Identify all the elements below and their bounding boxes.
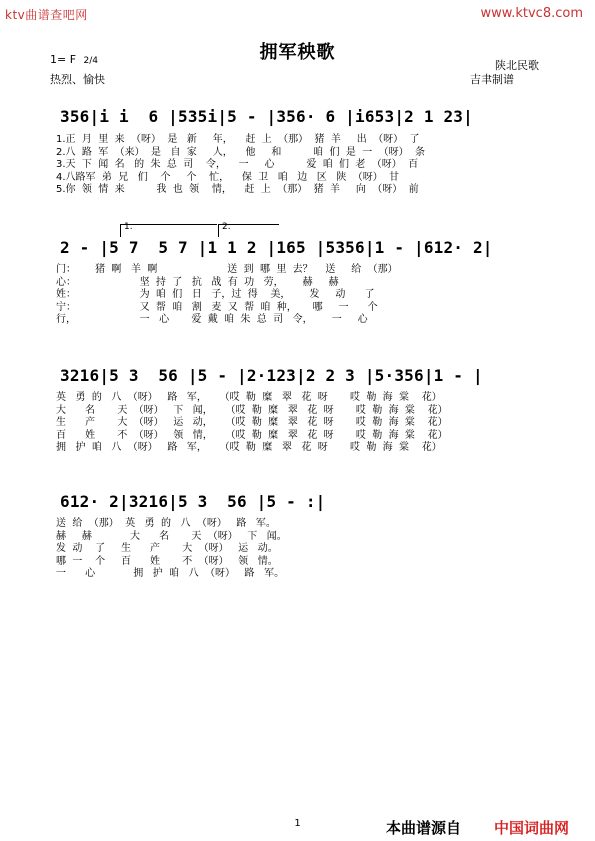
lyric-line: 发 动 了 生 产 大 （呀） 运 动。 [56, 543, 278, 554]
notes-line-4: 612· 2|3216|5 3 56 |5 - :| [60, 492, 326, 511]
watermark-left: ktv曲谱查吧网 [5, 8, 88, 22]
key-label: 1= F [50, 53, 77, 66]
volta-label-1: 1. [124, 222, 133, 232]
lyrics-block-4 [56, 518, 287, 581]
lyric-line: 百 姓 不 （呀） 领 情， （哎 勒 糜 翠 花 呀 哎 勒 海 棠 花） [56, 429, 448, 441]
lyric-line: 2.八 路 军 （来） 是 自 家 人， 他 和 咱 们 是 一 （呀） 条 [56, 146, 425, 158]
lyric-line: 门： 猪 啊 羊 啊 送 到 哪 里 去？ 送 给 （那） [56, 264, 398, 275]
volta-label-2: 2. [222, 222, 231, 232]
tempo-marking: 热烈、愉快 [50, 73, 105, 86]
lyric-line: 哪 一 个 百 姓 不 （呀） 领 情。 [56, 555, 278, 567]
lyric-line: 英 勇 的 八 （呀） 路 军， （哎 勒 糜 翠 花 呀 哎 勒 海 棠 花） [56, 392, 442, 403]
page-number: 1 [294, 818, 301, 829]
song-origin: 陕北民歌 [495, 59, 539, 72]
lyric-line: 拥 护 咱 八 （呀） 路 军， （哎 勒 糜 翠 花 呀 哎 勒 海 棠 花） [56, 442, 442, 453]
lyric-line: 4.八路军 弟 兄 们 个 个 忙， 保 卫 咱 边 区 陕 （呀） 甘 [56, 171, 400, 183]
lyrics-block-2 [56, 264, 398, 327]
lyric-line: 姓： 为 咱 们 日 子，过 得 美， 发 动 了 [56, 289, 375, 300]
lyric-line: 一 心 拥 护 咱 八 （呀） 路 军。 [56, 568, 285, 579]
lyrics-block-1 [56, 134, 425, 197]
source-site[interactable]: 中国词曲网 [494, 819, 570, 837]
lyric-line: 送 给 （那） 英 勇 的 八 （呀） 路 军。 [56, 518, 276, 529]
watermark-right: www.ktvc8.com [480, 6, 583, 21]
lyric-line: 生 产 大 （呀） 运 动， （哎 勒 糜 翠 花 呀 哎 勒 海 棠 花） [56, 417, 448, 428]
notes-line-1: 356|i i 6 |535i|5 - |356· 6 |i653|2 1 23| [60, 107, 473, 126]
lyric-line: 心： 坚 持 了 抗 战 有 功 劳， 赫 赫 [56, 276, 339, 288]
song-title: 拥军秧歌 [259, 42, 336, 63]
lyric-line: 大 名 天 （呀） 下 闻， （哎 勒 糜 翠 花 呀 哎 勒 海 棠 花） [56, 404, 448, 416]
source-label: 本曲谱源自 [386, 819, 462, 837]
notes-line-3: 3216|5 3 56 |5 - |2·123|2 2 3 |5·356|1 - | [60, 366, 483, 385]
volta-bracket-1 [120, 224, 217, 237]
lyric-line: 行， 一 心 爱 戴 咱 朱 总 司 令， 一 心 [56, 314, 368, 325]
lyrics-block-3 [56, 392, 448, 455]
lyric-line: 5.你 领 情 来 我 也 领 情， 赶 上 （那） 猪 羊 向 （呀） 前 [56, 184, 419, 195]
lyric-line: 赫 赫 大 名 天 （呀） 下 闻。 [56, 530, 287, 542]
key-signature [50, 53, 98, 66]
time-signature: 2/4 [83, 56, 99, 66]
lyric-line: 3.天 下 闻 名 的 朱 总 司 令， 一 心 爱 咱 们 老 （呀） 百 [56, 159, 419, 170]
lyric-line: 1.正 月 里 来 （呀） 是 新 年， 赶 上 （那） 猪 羊 出 （呀） 了 [56, 134, 420, 145]
notes-line-2: 2 - |5 7 5 7 |1 1 2 |165 |5356|1 - |612· 2| [60, 238, 493, 257]
notation-credit: 吉聿制谱 [470, 73, 514, 86]
lyric-line: 宁： 又 帮 咱 割 麦 又 帮 咱 种， 哪 一 个 [56, 301, 378, 313]
